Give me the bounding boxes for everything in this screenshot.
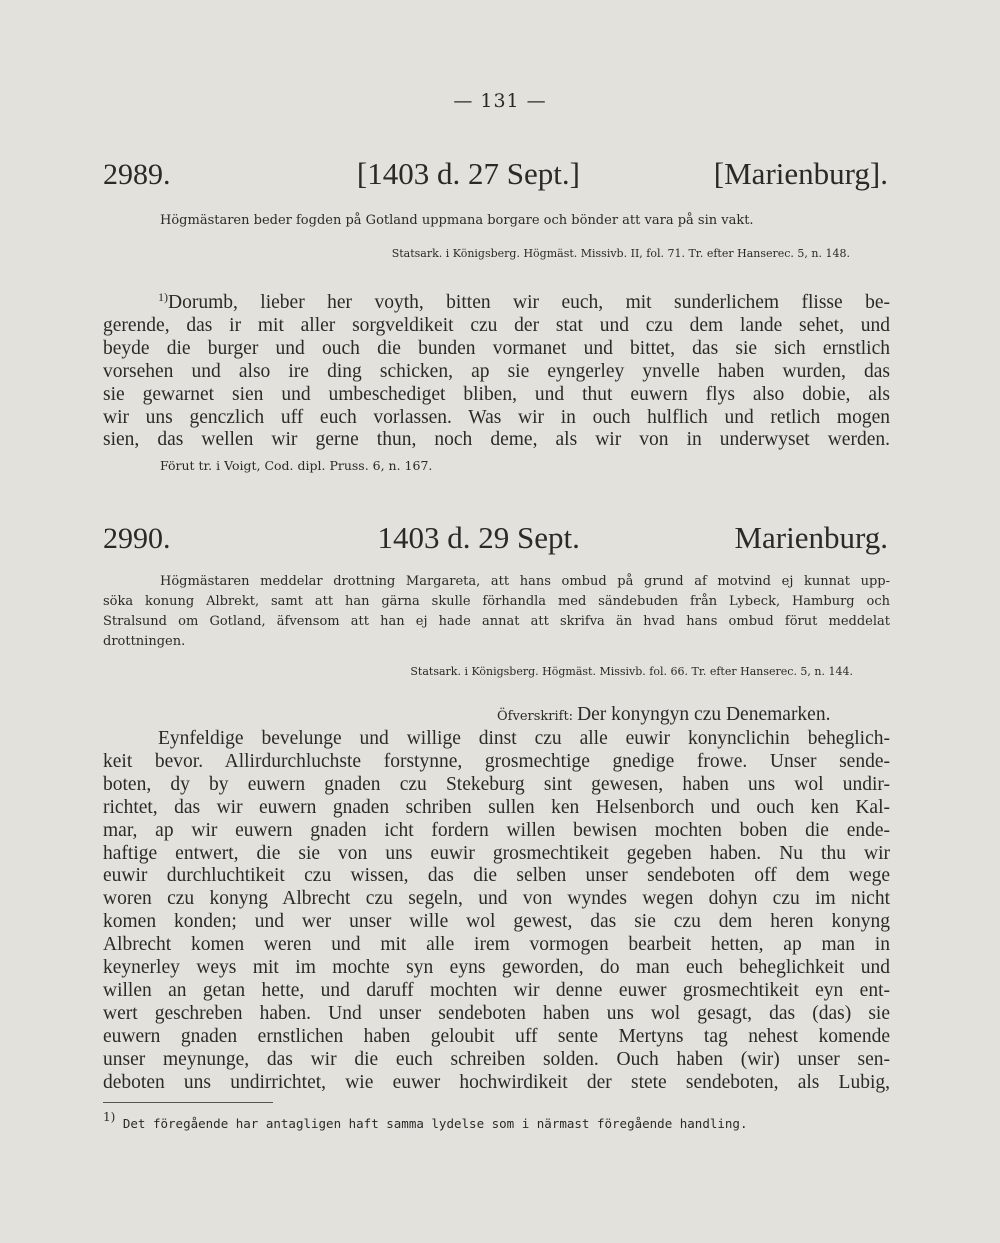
entry-date: 1403 d. 29 Sept.	[377, 520, 580, 555]
entry-source: Statsark. i Königsberg. Högmäst. Missivb. fol. 66. Tr. efter Hanserec. 5, n. 144.	[410, 665, 853, 678]
entry-number: 2990.	[103, 522, 171, 555]
entry-2990-body	[103, 728, 890, 1095]
body-line: wir uns genczlich uff euch vorlassen. Was wir in ouch hulflich und retlich mogen	[103, 406, 890, 428]
entry-place: Marienburg.	[734, 520, 888, 555]
body-line: mar, ap wir euwern gnaden icht fordern willen bewisen mochten boben die ende-	[103, 819, 890, 841]
body-line: deboten uns undirrichtet, wie euwer hochwirdikeit der stete sendeboten, als Lubig,	[103, 1071, 890, 1093]
entry-2989-header	[103, 156, 888, 200]
entry-2989-body	[103, 286, 890, 452]
footnote	[103, 1110, 863, 1131]
body-line: keynerley weys mit im mochte syn eyns geworden, do man euch beheglichkeit und	[103, 957, 890, 979]
body-line: boten, dy by euwern gnaden czu Stekeburg sint gewesen, haben uns wol undir-	[103, 773, 890, 795]
body-line: euwern gnaden ernstlichen haben geloubit uff sente Mertyns tag nehest komende	[103, 1025, 890, 1047]
body-line: richtet, das wir euwern gnaden schriben sullen ken Helsenborch und ouch ken Kal-	[103, 796, 890, 818]
body-line: keit bevor. Allirdurchluchste forstynne, grosmechtige gnedige frowe. Unser sende-	[103, 750, 890, 772]
summary-line: Högmästaren meddelar drottning Margareta, att hans ombud på grund af motvind ej kunnat upp-	[160, 574, 890, 589]
rubric	[497, 704, 830, 726]
body-line: Eynfeldige bevelunge und willige dinst czu alle euwir konynclichin beheglich-	[158, 728, 890, 749]
rubric-label: Öfverskrift:	[497, 709, 574, 724]
footnote-marker: 1)	[158, 290, 168, 304]
body-line: komen konden; und wer unser wille wol gewest, das sie czu dem heren konyng	[103, 911, 890, 933]
body-line: $^{1)}$Dorumb, lieber her voyth, bitten wir euch, mit sunderlichem flisse be-	[158, 290, 890, 313]
summary-line: drottningen.	[103, 634, 186, 649]
body-line: Albrecht komen weren und mit alle irem vormogen bearbeit hetten, ap man in	[103, 934, 890, 956]
body-line: willen an getan hette, und daruff mochten wir denne euwer grosmechtikeit eyn ent-	[103, 979, 890, 1001]
body-line: vorsehen und also ire ding schicken, ap sie eyngerley ynvelle haben wurden, das	[103, 360, 890, 382]
entry-date: [1403 d. 27 Sept.]	[356, 156, 580, 191]
rubric-text: Der konyngyn czu Denemarken.	[577, 704, 831, 725]
body-line: woren czu konyng Albrecht czu segeln, und von wyndes wegen dohyn czu im nicht	[103, 888, 890, 910]
summary-line: söka konung Albrekt, samt att han gärna skulle förhandla med sändebuden från Lybeck, Hamburg och	[103, 594, 890, 609]
page-number: — 131 —	[453, 90, 547, 112]
footnote-text: Det föregående har antagligen haft samma lydelse som i närmast föregående handling.	[122, 1116, 748, 1131]
entry-place: [Marienburg].	[713, 156, 888, 191]
entry-number: 2989.	[103, 158, 171, 191]
body-line: gerende, das ir mit aller sorgveldikeit czu der stat und czu dem lande sehet, und	[103, 314, 890, 336]
footnote-divider	[103, 1102, 273, 1103]
entry-summary	[103, 572, 890, 652]
entry-2990-header	[103, 520, 888, 564]
body-line: euwir durchluchtikeit czu wissen, das die selben unser sendeboten off dem wege	[103, 865, 890, 887]
entry-source: Statsark. i Königsberg. Högmäst. Missivb. II, fol. 71. Tr. efter Hanserec. 5, n. 148.	[391, 247, 850, 260]
body-line: unser meynunge, das wir die euch schreiben solden. Ouch haben (wir) unser sen-	[103, 1048, 890, 1070]
body-line: sien, das wellen wir gerne thun, noch deme, als wir von in underwyset werden.	[103, 429, 890, 451]
body-line: haftige entwert, die sie von uns euwir grosmechtikeit gegeben haben. Nu thu wir	[103, 842, 890, 864]
entry-reference: Förut tr. i Voigt, Cod. dipl. Pruss. 6, n. 167.	[160, 458, 433, 473]
entry-summary: Högmästaren beder fogden på Gotland uppmana borgare och bönder att vara på sin vakt.	[160, 213, 754, 228]
summary-line: Stralsund om Gotland, äfvensom att han ej hade annat att skrifva än hvad hans ombud förut meddelat	[103, 614, 890, 629]
body-line: wert geschreben haben. Und unser sendeboten haben uns wol gesagt, das (das) sie	[103, 1002, 890, 1024]
body-line: sie gewarnet sien und umbeschediget bliben, und thut euwern flys also dobie, als	[103, 383, 890, 405]
body-line: beyde die burger und ouch die bunden vormanet und bittet, das sie sich ernstlich	[103, 337, 890, 359]
footnote-marker: 1)	[103, 1110, 116, 1124]
